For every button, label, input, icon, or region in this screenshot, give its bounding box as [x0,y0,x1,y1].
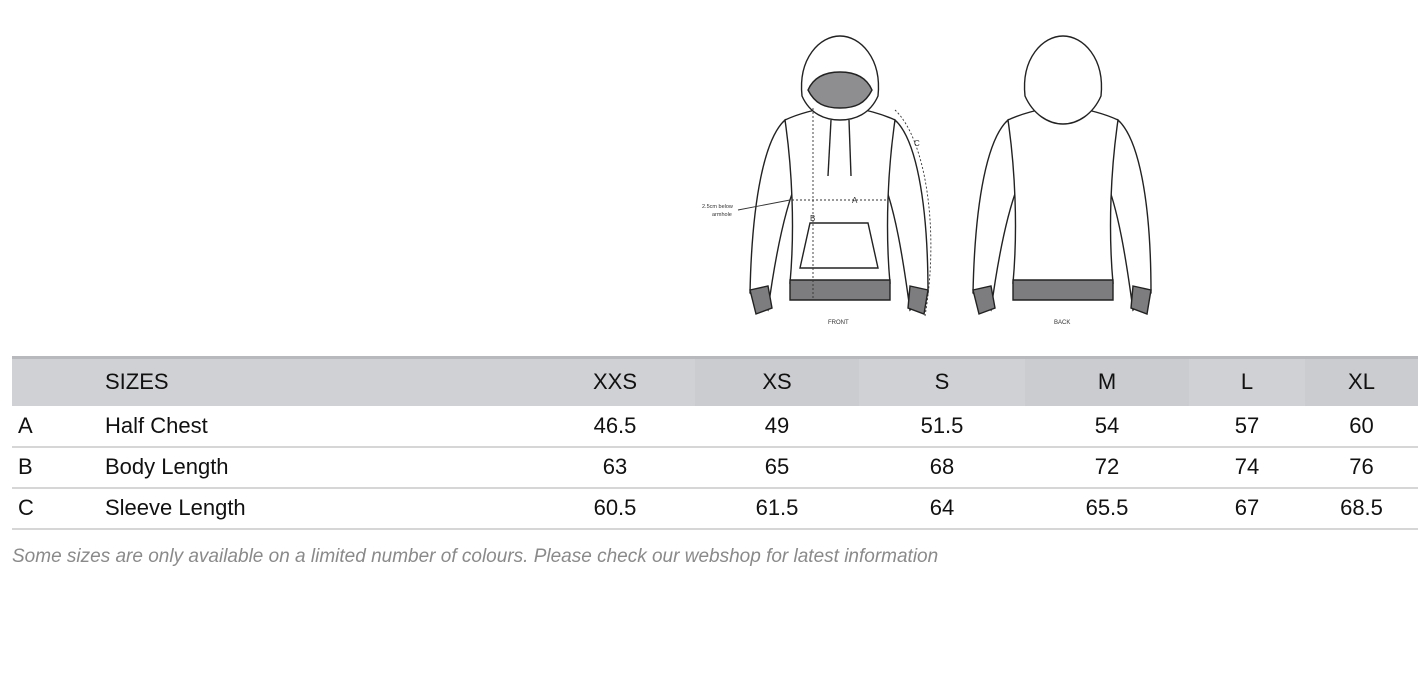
cell-value: 57 [1234,412,1260,438]
hoodie-back [973,36,1151,314]
cell-value: 49 [764,412,790,438]
row-label: Half Chest [105,412,208,438]
header-size-xl: XL [1305,358,1418,406]
marker-a: A [852,196,858,205]
cell-value: 68.5 [1340,495,1383,520]
cell-value: 51.5 [920,412,964,438]
front-label: FRONT [828,320,849,326]
availability-note: Some sizes are only available on a limited number of colours. Please check our webshop for latest information [12,546,939,567]
table-row [12,447,1418,488]
cell-value: 72 [1094,454,1120,479]
table-header-row [12,358,1418,406]
row-label: Sleeve Length [105,495,246,520]
cell-value: 67 [1234,495,1260,520]
row-letter: C [18,495,34,520]
header-size-s: S [934,369,950,395]
cell-value: 46.5 [593,412,637,438]
hood-inner [808,72,872,108]
cell-value: 76 [1349,454,1374,479]
hoodie-technical-drawing [690,28,1170,338]
hem-rib [790,280,890,300]
table-row [12,488,1418,529]
cell-value: 65.5 [1085,495,1129,520]
header-size-l: L [1240,369,1254,395]
header-size-xxs: XXS [592,369,638,395]
cell-value: 63 [602,454,628,479]
back-label: BACK [1054,320,1071,326]
header-size-xs: XS [695,358,859,406]
row-letter: A [18,412,33,438]
marker-b: B [810,214,816,223]
cell-value: 60.5 [593,495,637,520]
header-letter [12,358,105,406]
hoodie-front [750,36,928,314]
cell-value: 60 [1349,412,1374,438]
size-table [12,356,1418,530]
cell-value: 74 [1234,454,1260,479]
cell-value: 64 [929,495,955,520]
cell-value: 68 [929,454,955,479]
armhole-note-line2: armhole [712,212,732,218]
header-size-m: M [1025,358,1189,406]
cell-value: 54 [1094,412,1120,438]
cell-value: 65 [764,454,790,479]
table-row [12,406,1418,447]
hoodie-diagram [690,28,1170,338]
header-sizes: SIZES [105,369,169,395]
row-label: Body Length [105,454,229,479]
cell-value: 61.5 [755,495,799,520]
row-letter: B [18,454,33,479]
armhole-note-line1: 2.5cm below [702,204,733,210]
marker-c: C [914,139,920,148]
